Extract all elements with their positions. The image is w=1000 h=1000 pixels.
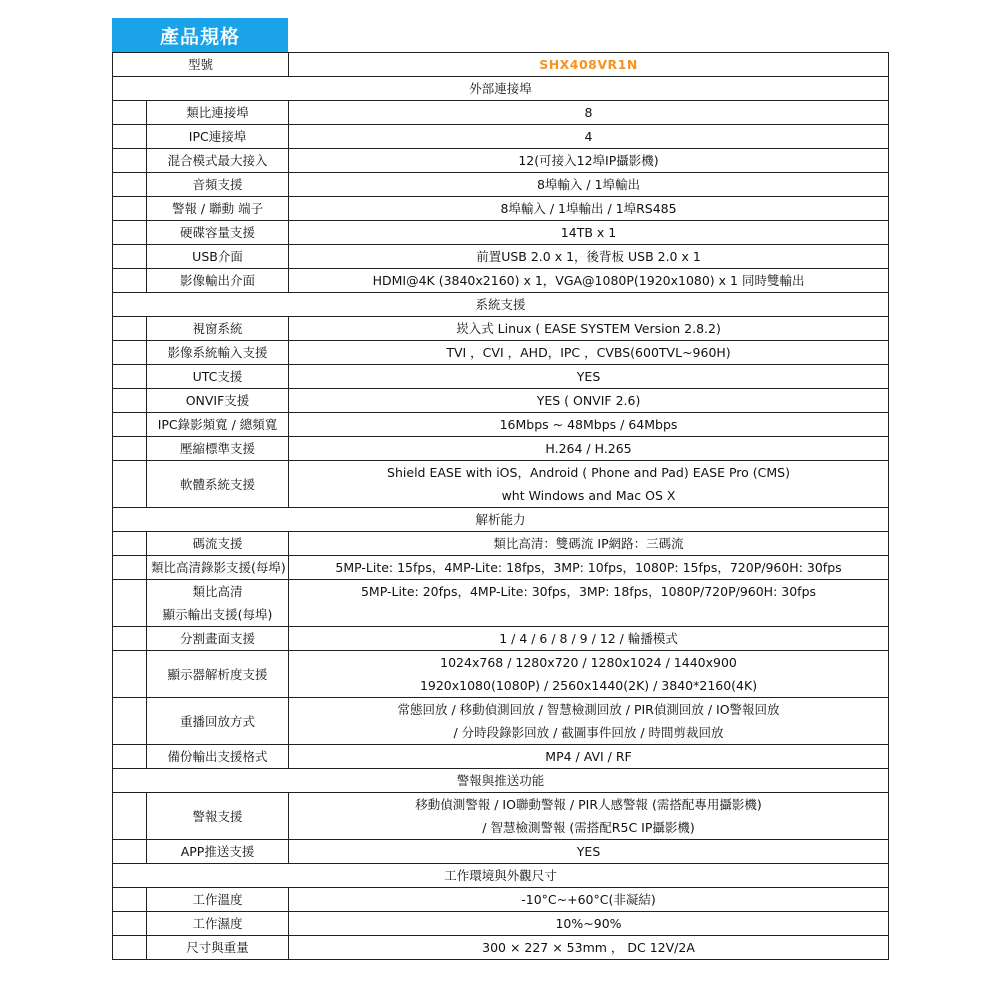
spec-label-line: 壓縮標準支援 bbox=[180, 441, 256, 456]
spec-value: YES ( ONVIF 2.6) bbox=[289, 389, 889, 413]
spec-label-line: 類比高清 bbox=[192, 584, 243, 599]
spec-row bbox=[113, 365, 889, 389]
spec-label-line: 類比高清錄影支援(每埠) bbox=[151, 560, 286, 575]
spec-label-line: 硬碟容量支援 bbox=[180, 225, 256, 240]
section-header-row bbox=[113, 508, 889, 532]
spec-value: 14TB x 1 bbox=[289, 221, 889, 245]
spec-row bbox=[113, 888, 889, 912]
spec-value: TVI ，CVI ，AHD，IPC ，CVBS(600TVL~960H) bbox=[289, 341, 889, 365]
spec-value-line: / 智慧檢測警報 (需搭配R5C IP攝影機) bbox=[482, 820, 695, 835]
spec-value: 8 bbox=[289, 101, 889, 125]
spec-label-line: IPC連接埠 bbox=[188, 129, 247, 144]
spec-value: YES bbox=[289, 840, 889, 864]
indent-cell bbox=[113, 580, 147, 627]
spec-label bbox=[147, 745, 289, 769]
spec-value: 8埠輸入 / 1埠輸出 / 1埠RS485 bbox=[289, 197, 889, 221]
spec-value bbox=[289, 651, 889, 698]
model-label: 型號 bbox=[113, 53, 289, 77]
spec-label-line: 工作溫度 bbox=[192, 892, 243, 907]
spec-row bbox=[113, 532, 889, 556]
spec-label-line: 顯示輸出支援(每埠) bbox=[162, 607, 273, 622]
spec-label bbox=[147, 627, 289, 651]
spec-row bbox=[113, 936, 889, 960]
indent-cell bbox=[113, 627, 147, 651]
spec-label-line: UTC支援 bbox=[192, 369, 243, 384]
spec-label bbox=[147, 149, 289, 173]
spec-label bbox=[147, 389, 289, 413]
spec-value: -10°C~+60°C(非凝結) bbox=[289, 888, 889, 912]
spec-label-line: 警報支援 bbox=[192, 808, 243, 824]
indent-cell bbox=[113, 101, 147, 125]
spec-label-line: 重播回放方式 bbox=[180, 713, 256, 729]
spec-row bbox=[113, 221, 889, 245]
spec-row bbox=[113, 149, 889, 173]
indent-cell bbox=[113, 651, 147, 698]
spec-value-line: 移動偵測警報 / IO聯動警報 / PIR人感警報 (需搭配專用攝影機) bbox=[415, 797, 762, 812]
indent-cell bbox=[113, 341, 147, 365]
spec-value: 8埠輸入 / 1埠輸出 bbox=[289, 173, 889, 197]
spec-value: MP4 / AVI / RF bbox=[289, 745, 889, 769]
spec-label-line: 影像輸出介面 bbox=[180, 273, 256, 288]
spec-label-line: ONVIF支援 bbox=[185, 393, 250, 408]
section-title: 系統支援 bbox=[113, 293, 889, 317]
indent-cell bbox=[113, 317, 147, 341]
section-title: 外部連接埠 bbox=[113, 77, 889, 101]
indent-cell bbox=[113, 269, 147, 293]
spec-label-line: 備份輸出支援格式 bbox=[167, 749, 268, 764]
model-row bbox=[113, 53, 889, 77]
spec-label bbox=[147, 341, 289, 365]
spec-value bbox=[289, 580, 889, 627]
indent-cell bbox=[113, 888, 147, 912]
spec-table-body bbox=[113, 53, 889, 960]
indent-cell bbox=[113, 221, 147, 245]
spec-value-line: / 分時段錄影回放 / 截圖事件回放 / 時間剪裁回放 bbox=[453, 725, 724, 740]
spec-value: 12(可接入12埠IP攝影機) bbox=[289, 149, 889, 173]
section-header-row bbox=[113, 293, 889, 317]
spec-value-line: wht Windows and Mac OS X bbox=[501, 488, 676, 503]
indent-cell bbox=[113, 389, 147, 413]
spec-value: 10%~90% bbox=[289, 912, 889, 936]
spec-label bbox=[147, 125, 289, 149]
indent-cell bbox=[113, 745, 147, 769]
spec-label bbox=[147, 651, 289, 698]
spec-value-line: 5MP-Lite: 20fps，4MP-Lite: 30fps，3MP: 18fps，1080P/720P/960H: 30fps bbox=[360, 584, 817, 599]
spec-row bbox=[113, 912, 889, 936]
spec-value: 300 × 227 × 53mm ， DC 12V/2A bbox=[289, 936, 889, 960]
spec-label-line: 尺寸與重量 bbox=[186, 940, 249, 955]
spec-label bbox=[147, 888, 289, 912]
section-header-row bbox=[113, 77, 889, 101]
spec-value-line: 1024x768 / 1280x720 / 1280x1024 / 1440x900 bbox=[440, 655, 737, 670]
spec-value: 崁入式 Linux ( EASE SYSTEM Version 2.8.2) bbox=[289, 317, 889, 341]
spec-row bbox=[113, 173, 889, 197]
spec-row bbox=[113, 793, 889, 840]
spec-label bbox=[147, 317, 289, 341]
spec-label-line: 類比連接埠 bbox=[186, 105, 249, 120]
spec-title: 產品規格 bbox=[112, 18, 288, 52]
indent-cell bbox=[113, 461, 147, 508]
indent-cell bbox=[113, 413, 147, 437]
spec-row bbox=[113, 461, 889, 508]
indent-cell bbox=[113, 556, 147, 580]
indent-cell bbox=[113, 197, 147, 221]
indent-cell bbox=[113, 365, 147, 389]
indent-cell bbox=[113, 149, 147, 173]
spec-label-line: 視窗系統 bbox=[192, 321, 243, 336]
section-header-row bbox=[113, 769, 889, 793]
spec-row bbox=[113, 556, 889, 580]
spec-label-line: 軟體系統支援 bbox=[180, 476, 256, 492]
section-title: 解析能力 bbox=[113, 508, 889, 532]
spec-row bbox=[113, 341, 889, 365]
spec-row bbox=[113, 269, 889, 293]
section-header-row bbox=[113, 864, 889, 888]
spec-label bbox=[147, 413, 289, 437]
spec-label bbox=[147, 532, 289, 556]
spec-label-line: 警報 / 聯動 端子 bbox=[171, 201, 264, 216]
spec-label bbox=[147, 221, 289, 245]
spec-row bbox=[113, 840, 889, 864]
spec-value: 5MP-Lite: 15fps，4MP-Lite: 18fps，3MP: 10fps，1080P: 15fps，720P/960H: 30fps bbox=[289, 556, 889, 580]
indent-cell bbox=[113, 698, 147, 745]
indent-cell bbox=[113, 532, 147, 556]
spec-label bbox=[147, 936, 289, 960]
spec-value: 前置USB 2.0 x 1，後背板 USB 2.0 x 1 bbox=[289, 245, 889, 269]
spec-value bbox=[289, 461, 889, 508]
spec-value: H.264 / H.265 bbox=[289, 437, 889, 461]
spec-label-line: IPC錄影頻寬 / 總頻寬 bbox=[157, 417, 278, 432]
spec-row bbox=[113, 101, 889, 125]
spec-label-line: 影像系統輸入支援 bbox=[167, 345, 268, 360]
spec-value-line: 1920x1080(1080P) / 2560x1440(2K) / 3840*2160(4K) bbox=[419, 678, 758, 693]
indent-cell bbox=[113, 125, 147, 149]
spec-label bbox=[147, 245, 289, 269]
spec-label-line: APP推送支援 bbox=[180, 844, 255, 859]
spec-value-line: 常態回放 / 移動偵測回放 / 智慧檢測回放 / PIR偵測回放 / IO警報回放 bbox=[397, 702, 780, 717]
spec-label bbox=[147, 101, 289, 125]
section-title: 工作環境與外觀尺寸 bbox=[113, 864, 889, 888]
indent-cell bbox=[113, 936, 147, 960]
spec-label bbox=[147, 580, 289, 627]
spec-label-line: USB介面 bbox=[192, 249, 243, 264]
spec-row bbox=[113, 197, 889, 221]
spec-value: 4 bbox=[289, 125, 889, 149]
spec-label bbox=[147, 840, 289, 864]
indent-cell bbox=[113, 245, 147, 269]
spec-value bbox=[289, 698, 889, 745]
spec-value: 類比高清：雙碼流 IP網路：三碼流 bbox=[289, 532, 889, 556]
spec-label-line: 分割畫面支援 bbox=[180, 631, 256, 646]
spec-label-line: 顯示器解析度支援 bbox=[167, 666, 268, 682]
spec-row bbox=[113, 317, 889, 341]
spec-value bbox=[289, 793, 889, 840]
spec-label bbox=[147, 197, 289, 221]
spec-label bbox=[147, 173, 289, 197]
spec-table bbox=[112, 52, 889, 960]
spec-label bbox=[147, 365, 289, 389]
indent-cell bbox=[113, 793, 147, 840]
spec-row bbox=[113, 698, 889, 745]
spec-label bbox=[147, 698, 289, 745]
spec-label-line: 工作濕度 bbox=[192, 916, 243, 931]
spec-label-line: 碼流支援 bbox=[192, 536, 243, 551]
spec-row bbox=[113, 580, 889, 627]
model-value: SHX408VR1N bbox=[289, 53, 889, 77]
spec-label bbox=[147, 269, 289, 293]
spec-value-line: Shield EASE with iOS，Android ( Phone and Pad) EASE Pro (CMS) bbox=[387, 465, 790, 480]
indent-cell bbox=[113, 173, 147, 197]
spec-row bbox=[113, 389, 889, 413]
spec-row bbox=[113, 125, 889, 149]
spec-value-line bbox=[293, 603, 884, 626]
spec-label bbox=[147, 556, 289, 580]
spec-row bbox=[113, 651, 889, 698]
spec-row bbox=[113, 413, 889, 437]
spec-row bbox=[113, 245, 889, 269]
spec-row bbox=[113, 745, 889, 769]
spec-label bbox=[147, 461, 289, 508]
spec-label bbox=[147, 912, 289, 936]
indent-cell bbox=[113, 437, 147, 461]
spec-value: 1 / 4 / 6 / 8 / 9 / 12 / 輪播模式 bbox=[289, 627, 889, 651]
section-title: 警報與推送功能 bbox=[113, 769, 889, 793]
spec-value: HDMI@4K (3840x2160) x 1，VGA@1080P(1920x1080) x 1 同時雙輸出 bbox=[289, 269, 889, 293]
indent-cell bbox=[113, 840, 147, 864]
indent-cell bbox=[113, 912, 147, 936]
spec-value: 16Mbps ~ 48Mbps / 64Mbps bbox=[289, 413, 889, 437]
spec-label-line: 音頻支援 bbox=[192, 177, 243, 192]
spec-value: YES bbox=[289, 365, 889, 389]
spec-label bbox=[147, 437, 289, 461]
spec-row bbox=[113, 627, 889, 651]
spec-label-line: 混合模式最大接入 bbox=[167, 153, 268, 168]
spec-label bbox=[147, 793, 289, 840]
spec-row bbox=[113, 437, 889, 461]
